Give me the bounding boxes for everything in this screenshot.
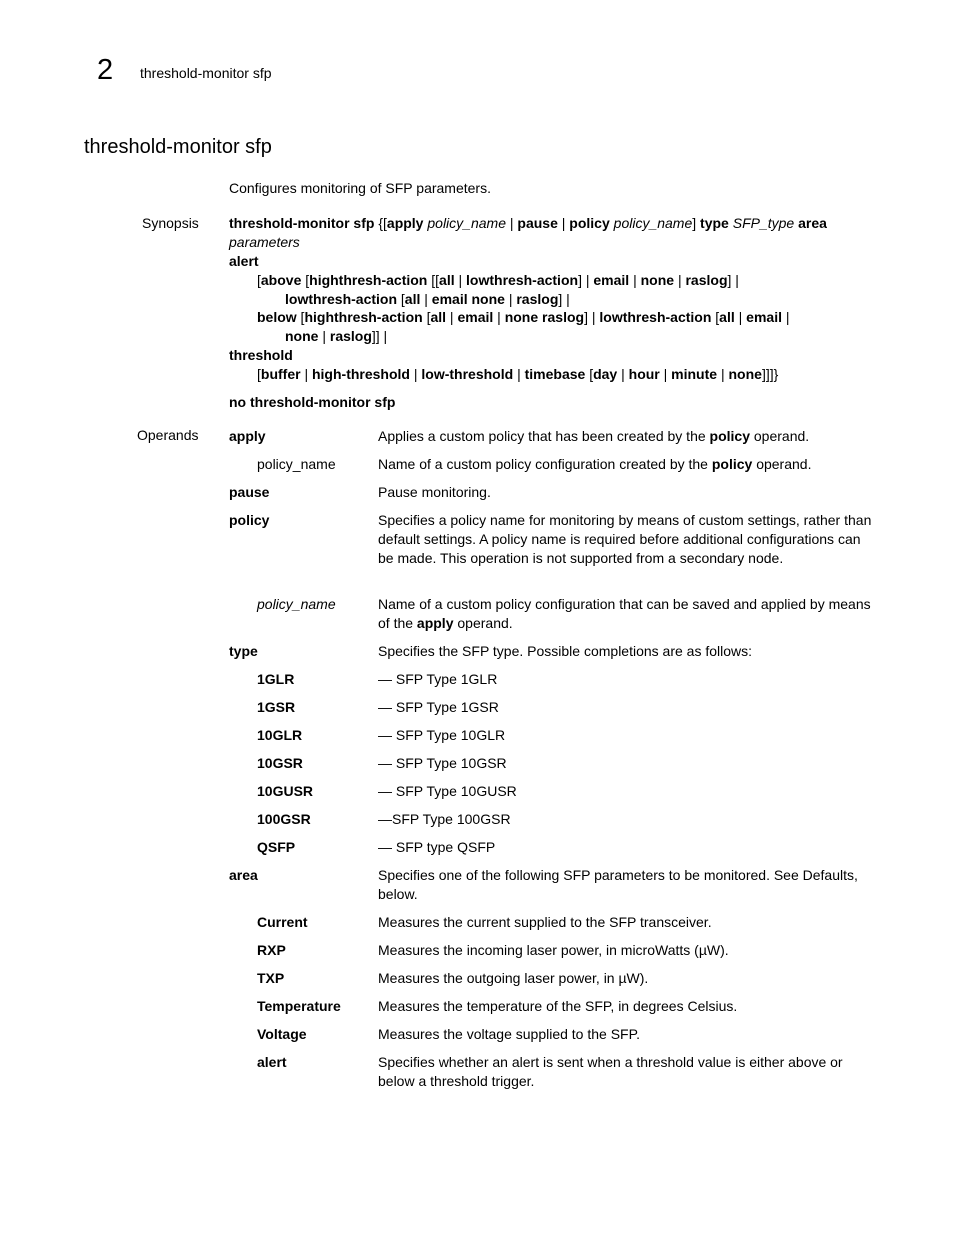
- synopsis-label: Synopsis: [142, 215, 199, 231]
- text-run: [: [257, 272, 261, 288]
- operand-description: [378, 941, 874, 960]
- operand-description: [378, 838, 874, 857]
- text-run: —SFP Type 100GSR: [378, 811, 511, 827]
- text-run: parameters: [229, 234, 300, 250]
- text-run: ] |: [584, 309, 600, 325]
- operand-description: [378, 483, 874, 502]
- text-run: Applies a custom policy that has been created by the: [378, 428, 710, 444]
- text-run: high-threshold: [311, 366, 410, 382]
- operand-term: apply: [229, 428, 266, 444]
- synopsis-line: [257, 365, 778, 384]
- text-run: highthresh-action: [304, 309, 423, 325]
- text-run: |: [629, 272, 641, 288]
- text-run: [: [296, 309, 305, 325]
- text-run: Measures the current supplied to the SFP transceiver.: [378, 914, 712, 930]
- operand-term: pause: [229, 484, 270, 500]
- operand-term: area: [229, 867, 258, 883]
- text-run: Measures the incoming laser power, in microWatts (µW).: [378, 942, 729, 958]
- synopsis-line: [229, 393, 395, 412]
- text-run: apply: [386, 215, 424, 231]
- text-run: |: [734, 309, 747, 325]
- text-run: raslog: [516, 291, 559, 307]
- operand-term: Temperature: [257, 998, 341, 1014]
- text-run: all: [404, 291, 421, 307]
- text-run: |: [557, 215, 570, 231]
- operand-description: [378, 866, 874, 904]
- operand-description: [378, 754, 874, 773]
- text-run: |: [446, 309, 458, 325]
- text-run: raslog: [685, 272, 728, 288]
- text-run: operand.: [750, 428, 810, 444]
- text-run: ] |: [578, 272, 594, 288]
- text-run: alert: [229, 253, 259, 269]
- operand-description: [378, 782, 874, 801]
- page-title: threshold-monitor sfp: [84, 136, 272, 158]
- text-run: all: [439, 272, 455, 288]
- text-run: — SFP Type 1GSR: [378, 699, 499, 715]
- operand-term: alert: [257, 1054, 287, 1070]
- text-run: threshold: [229, 347, 293, 363]
- text-run: |: [513, 366, 525, 382]
- text-run: type: [700, 215, 729, 231]
- chapter-number: 2: [97, 54, 114, 86]
- text-run: {[: [374, 215, 387, 231]
- text-run: |: [717, 366, 729, 382]
- operand-term: TXP: [257, 970, 285, 986]
- text-run: raslog: [329, 328, 372, 344]
- text-run: timebase: [524, 366, 586, 382]
- text-run: below: [257, 309, 297, 325]
- text-run: |: [659, 366, 672, 382]
- text-run: ]: [692, 215, 701, 231]
- operand-description: [378, 595, 874, 633]
- text-run: pause: [517, 215, 558, 231]
- text-run: [[: [427, 272, 440, 288]
- command-description: Configures monitoring of SFP parameters.: [229, 180, 491, 196]
- text-run: email: [746, 309, 782, 325]
- text-run: Pause monitoring.: [378, 484, 491, 500]
- operand-description: [378, 810, 874, 829]
- synopsis-line: [257, 308, 790, 327]
- text-run: ] |: [558, 291, 570, 307]
- text-run: all: [430, 309, 447, 325]
- operand-description: [378, 455, 874, 474]
- operand-term: 10GUSR: [257, 783, 314, 799]
- text-run: — SFP Type 10GSR: [378, 755, 507, 771]
- operand-term: 1GSR: [257, 699, 296, 715]
- text-run: no threshold-monitor sfp: [229, 394, 396, 410]
- text-run: [: [585, 366, 594, 382]
- operand-term: 10GSR: [257, 755, 303, 771]
- operand-term: Current: [257, 914, 308, 930]
- text-run: |: [493, 309, 505, 325]
- text-run: — SFP Type 1GLR: [378, 671, 498, 687]
- text-run: |: [617, 366, 629, 382]
- text-run: Measures the temperature of the SFP, in degrees Celsius.: [378, 998, 738, 1014]
- synopsis-line: [229, 346, 293, 365]
- operand-description: [378, 726, 874, 745]
- synopsis-block: [229, 214, 889, 414]
- text-run: email: [593, 272, 630, 288]
- text-run: Name of a custom policy configuration created by the: [378, 456, 712, 472]
- text-run: none: [640, 272, 675, 288]
- text-run: |: [409, 366, 422, 382]
- text-run: — SFP Type 10GUSR: [378, 783, 517, 799]
- text-run: raslog: [542, 309, 585, 325]
- text-run: policy_name: [609, 215, 693, 231]
- text-run: none: [504, 309, 539, 325]
- text-run: Specifies whether an alert is sent when a threshold value is either above or below a threshold trigger.: [378, 1054, 843, 1089]
- text-run: policy: [709, 428, 750, 444]
- operand-term: type: [229, 643, 258, 659]
- text-run: [: [257, 366, 261, 382]
- operand-term: 100GSR: [257, 811, 311, 827]
- text-run: ]] |: [371, 328, 388, 344]
- text-run: highthresh-action: [309, 272, 428, 288]
- text-run: ]]]}: [761, 366, 779, 382]
- text-run: [: [301, 272, 310, 288]
- synopsis-line: [257, 271, 739, 290]
- text-run: [: [711, 309, 720, 325]
- text-run: |: [504, 291, 517, 307]
- text-run: all: [719, 309, 735, 325]
- operand-term: policy_name: [257, 456, 336, 472]
- text-run: minute: [671, 366, 718, 382]
- operand-term: 10GLR: [257, 727, 303, 743]
- text-run: |: [420, 291, 432, 307]
- operand-description: [378, 913, 874, 932]
- operand-term: QSFP: [257, 839, 296, 855]
- text-run: |: [674, 272, 686, 288]
- operand-term: RXP: [257, 942, 286, 958]
- text-run: above: [260, 272, 302, 288]
- operand-description: [378, 698, 874, 717]
- operand-description: [378, 427, 874, 446]
- operand-description: [378, 642, 874, 661]
- text-run: ] |: [727, 272, 739, 288]
- synopsis-line: [229, 214, 827, 233]
- text-run: |: [505, 215, 518, 231]
- text-run: [: [397, 291, 405, 307]
- operand-term: policy: [229, 512, 270, 528]
- text-run: Specifies the SFP type. Possible completions are as follows:: [378, 643, 753, 659]
- text-run: hour: [628, 366, 660, 382]
- text-run: low-threshold: [421, 366, 514, 382]
- operand-description: [378, 1025, 874, 1044]
- synopsis-line: [285, 290, 570, 309]
- text-run: Name of a custom policy configuration that can be saved and applied by means of the: [378, 596, 871, 631]
- text-run: none: [285, 328, 319, 344]
- synopsis-line: [285, 327, 387, 346]
- text-run: email none: [431, 291, 505, 307]
- text-run: lowthresh-action: [466, 272, 579, 288]
- synopsis-line: [229, 233, 300, 252]
- text-run: Specifies a policy name for monitoring by means of custom settings, rather than default settings. A policy name is required before additional configurations can be made. This operation is not supported from a secondary node.: [378, 512, 872, 566]
- text-run: — SFP Type 10GLR: [378, 727, 506, 743]
- text-run: SFP_type: [728, 215, 795, 231]
- text-run: none: [728, 366, 762, 382]
- text-run: Measures the outgoing laser power, in µW).: [378, 970, 649, 986]
- operand-description: [378, 511, 874, 568]
- text-run: operand.: [752, 456, 812, 472]
- text-run: [: [422, 309, 431, 325]
- operand-term: Voltage: [257, 1026, 307, 1042]
- text-run: Specifies one of the following SFP parameters to be monitored. See Defaults, below.: [378, 867, 858, 902]
- text-run: lowthresh-action: [285, 291, 398, 307]
- synopsis-line: [229, 252, 259, 271]
- text-run: Measures the voltage supplied to the SFP.: [378, 1026, 641, 1042]
- operand-description: [378, 997, 874, 1016]
- operand-description: [378, 670, 874, 689]
- text-run: apply: [416, 615, 454, 631]
- text-run: policy_name: [423, 215, 506, 231]
- operand-description: [378, 969, 874, 988]
- text-run: |: [318, 328, 330, 344]
- operands-label: Operands: [137, 427, 199, 443]
- text-run: email: [457, 309, 494, 325]
- text-run: lowthresh-action: [599, 309, 712, 325]
- text-run: buffer: [260, 366, 301, 382]
- operand-term: policy_name: [257, 596, 336, 612]
- text-run: policy: [569, 215, 610, 231]
- text-run: policy: [711, 456, 753, 472]
- text-run: |: [454, 272, 467, 288]
- text-run: day: [593, 366, 618, 382]
- text-run: — SFP type QSFP: [378, 839, 496, 855]
- text-run: operand.: [453, 615, 513, 631]
- text-run: |: [781, 309, 790, 325]
- text-run: area: [794, 215, 827, 231]
- text-run: threshold-monitor sfp: [229, 215, 375, 231]
- operand-term: 1GLR: [257, 671, 295, 687]
- running-header-title: threshold-monitor sfp: [140, 65, 272, 81]
- operand-description: [378, 1053, 874, 1091]
- text-run: |: [300, 366, 312, 382]
